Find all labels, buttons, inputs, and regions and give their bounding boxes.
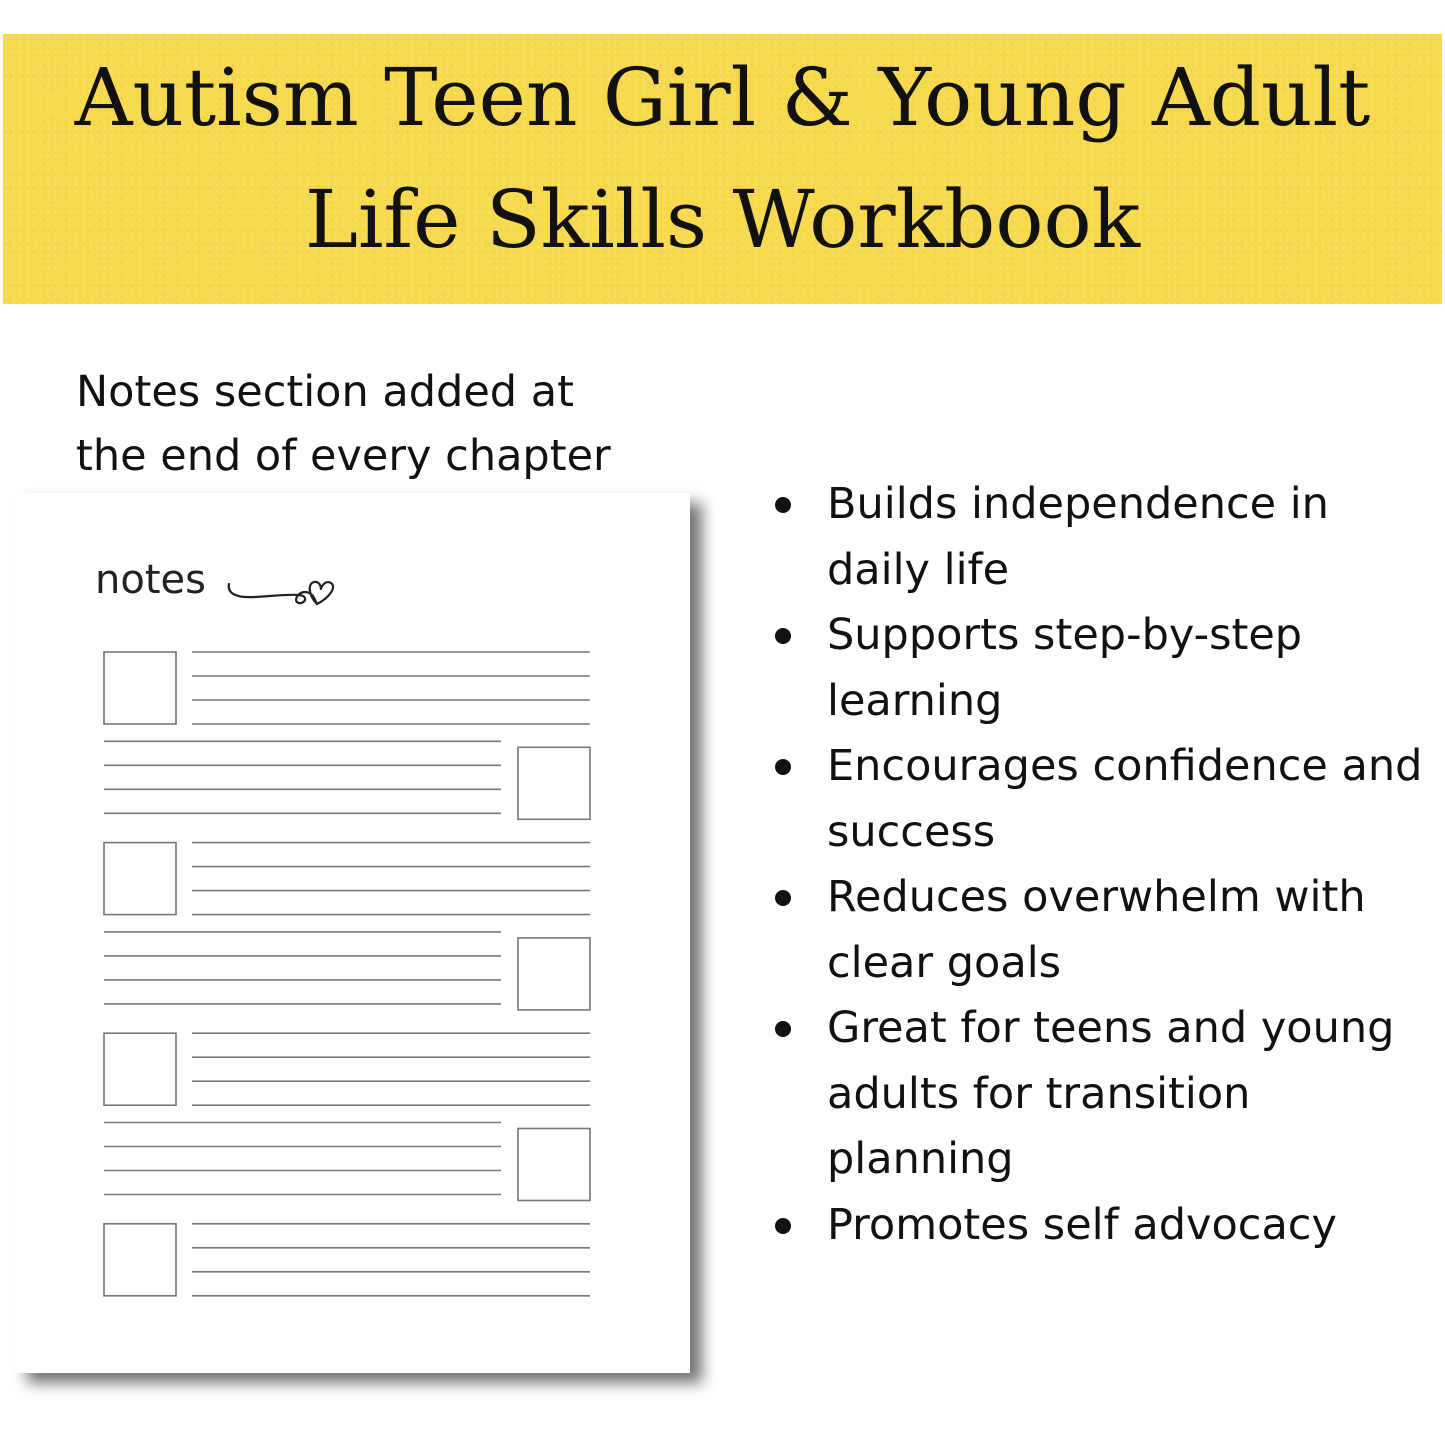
list-item: Promotes self advocacy xyxy=(770,1193,1430,1259)
feature-list xyxy=(770,472,1430,1258)
caption-line-1: Notes section added at xyxy=(76,367,574,417)
note-checkbox xyxy=(104,1033,176,1105)
list-item: Great for teens and young adults for transition planning xyxy=(770,996,1430,1193)
caption-line-2: the end of every chapter xyxy=(76,431,611,481)
list-item: Reduces overwhelm with clear goals xyxy=(770,865,1430,996)
list-item: Encourages confidence and success xyxy=(770,734,1430,865)
note-checkbox xyxy=(104,843,176,915)
bullet-icon xyxy=(775,1218,791,1234)
note-checkbox xyxy=(104,652,176,724)
note-checkbox xyxy=(518,747,590,819)
note-checkbox xyxy=(518,938,590,1010)
heart-flourish-icon xyxy=(225,570,340,610)
notes-heading: notes xyxy=(95,557,206,603)
list-item: Builds independence in daily life xyxy=(770,472,1430,603)
bullet-icon xyxy=(775,759,791,775)
bullet-icon xyxy=(775,497,791,513)
note-checkbox xyxy=(518,1129,590,1201)
title-line-2: Life Skills Workbook xyxy=(304,173,1141,266)
bullet-icon xyxy=(775,1021,791,1037)
bullet-icon xyxy=(775,628,791,644)
note-checkbox xyxy=(104,1224,176,1296)
list-item: Supports step-by-step learning xyxy=(770,603,1430,734)
bullet-icon xyxy=(775,890,791,906)
title-line-1: Autism Teen Girl & Young Adult xyxy=(74,51,1371,144)
